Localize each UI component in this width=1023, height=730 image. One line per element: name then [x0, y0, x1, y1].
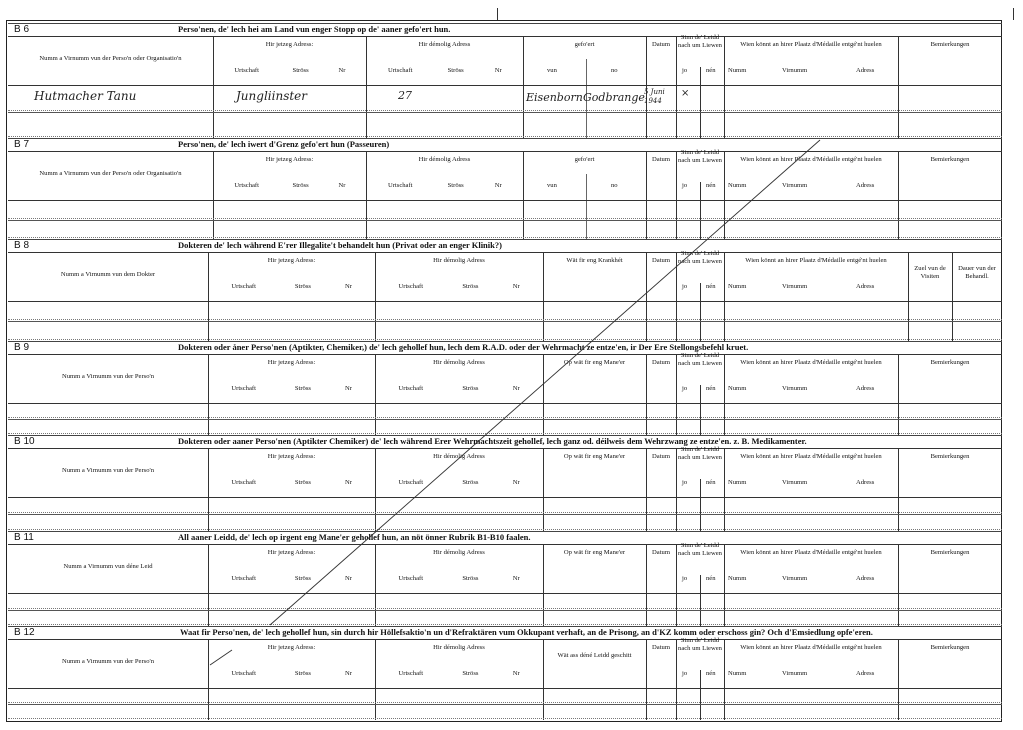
- former-address-header: Hir démolig Adress: [433, 549, 485, 556]
- transport-header: gefo'ert: [574, 41, 595, 48]
- address-number-label: Nr: [344, 479, 352, 486]
- recipient-surname-label: Numm: [728, 182, 747, 189]
- section-code: B 12: [14, 627, 35, 638]
- former-address-header: Hir démolig Adress: [433, 359, 485, 366]
- remarks-header: Bemierkungen: [930, 41, 970, 48]
- address-number-label: Nr: [344, 670, 352, 677]
- method-header: Op wät fir eng Mane'er: [563, 453, 626, 460]
- recipient-firstname-label: Virnumm: [782, 479, 808, 486]
- transport-to-label: no: [611, 182, 618, 189]
- section-code: B 6: [14, 24, 30, 35]
- section-title: Waat fir Perso'nen, de' lech gehollef hun, sin durch hir Höllefsaktio'n un d'Refraktären vum Okkupant verhaft, an de Prisong, an d'KZ komm oder erschoss gin? Och d'Emsiedlung opfe'eren.: [180, 627, 873, 637]
- recipient-address-label: Adress: [856, 283, 875, 290]
- former-address-header: Hir démolig Adress: [433, 453, 485, 460]
- section-code: B 7: [14, 139, 30, 150]
- name-column-header: Numm a Virnumm vun der Perso'n: [61, 658, 155, 665]
- alive-yes-label: jo: [682, 575, 688, 582]
- address-number-label: Nr: [338, 182, 346, 189]
- recipient-surname-label: Numm: [728, 479, 747, 486]
- handwritten-street: Jungliinster: [236, 89, 308, 103]
- address-street-label: Ströss: [294, 385, 311, 392]
- recipient-firstname-label: Virnumm: [782, 575, 808, 582]
- medal-recipient-header: Wien könnt an hirer Plaatz d'Médaille entgé'nt huelen: [740, 644, 882, 651]
- current-address-header: Hir jetzeg Adress:: [265, 156, 314, 163]
- alive-header: Sinn de' Leidd nach um Liewen: [678, 352, 722, 367]
- handwritten-to: Godbrange: [583, 91, 645, 104]
- current-address-header: Hir jetzeg Adress:: [267, 359, 316, 366]
- section-title: Dokteren oder åner Perso'nen (Aptikter, Chemiker,) de' lech gehollef hun, lech dem R.A.D. oder der Wehrmacht ze entze'en, ir Der Ere Stellongsbefehl kruet.: [178, 342, 749, 352]
- alive-no-label: nén: [706, 182, 716, 189]
- current-address-header: Hir jetzeg Adress:: [267, 257, 316, 264]
- name-column-header: Numm a Virnumm vun der Perso'n oder Organisatio'n: [39, 55, 182, 62]
- diagonal-strike-line: [270, 140, 820, 625]
- address-town-label: Urtschaft: [231, 575, 256, 582]
- recipient-firstname-label: Virnumm: [782, 670, 808, 677]
- alive-no-label: nén: [706, 67, 716, 74]
- recipient-address-label: Adress: [856, 385, 875, 392]
- recipient-address-label: Adress: [856, 670, 875, 677]
- alive-yes-label: jo: [682, 385, 688, 392]
- address-number-label: Nr: [512, 670, 520, 677]
- medal-recipient-header: Wien könnt an hirer Plaatz d'Médaille entgé'nt huelen: [745, 257, 887, 264]
- remarks-header: Bemierkungen: [930, 359, 970, 366]
- address-street-label: Ströss: [462, 283, 479, 290]
- remarks-header: Bemierkungen: [930, 156, 970, 163]
- handwritten-from: Eisenborn: [526, 91, 583, 104]
- address-street-label: Ströss: [447, 67, 464, 74]
- address-number-label: Nr: [512, 575, 520, 582]
- alive-yes-label: jo: [682, 67, 688, 74]
- recipient-surname-label: Numm: [728, 385, 747, 392]
- address-street-label: Ströss: [292, 182, 309, 189]
- section-title: Perso'nen, de' lech hei am Land vun enger Stopp op de' aaner gefo'ert hun.: [178, 24, 451, 34]
- address-number-label: Nr: [512, 385, 520, 392]
- visits-count-header: Zuel vun de Visiten: [914, 265, 946, 280]
- method-header: Op wät fir eng Mane'er: [563, 359, 626, 366]
- former-address-header: Hir démolig Adress: [418, 156, 471, 163]
- alive-header: Sinn de' Leidd nach um Liewen: [678, 149, 722, 164]
- handwritten-name: Hutmacher Tanu: [34, 89, 137, 103]
- recipient-firstname-label: Virnumm: [782, 67, 808, 74]
- what-happened-header: Wät ass déné Leidd geschitt: [557, 652, 632, 659]
- address-town-label: Urtschaft: [231, 385, 256, 392]
- date-header: Datum: [652, 644, 670, 651]
- address-town-label: Urtschaft: [398, 670, 424, 677]
- alive-header: Sinn de' Leidd nach um Liewen: [678, 637, 722, 652]
- section-title: Dokteren oder aaner Perso'nen (Aptikter Chemiker) de' lech während Erer Wehrmachtszeit gehollef, lech ganz od. déilweis dem Wehrzwang ze entze'en. z. B. Medikamenter.: [178, 436, 807, 446]
- medal-recipient-header: Wien könnt an hirer Plaatz d'Médaille entgé'nt huelen: [740, 453, 882, 460]
- handwritten-mark: ×: [681, 88, 690, 99]
- recipient-address-label: Adress: [856, 479, 875, 486]
- recipient-address-label: Adress: [856, 575, 875, 582]
- name-column-header: Numm a Virnumm vun der Perso'n: [61, 467, 155, 474]
- medal-recipient-header: Wien könnt an hirer Plaatz d'Médaille entgé'nt huelen: [740, 549, 882, 556]
- current-address-header: Hir jetzeg Adress:: [267, 549, 316, 556]
- address-town-label: Urtschaft: [234, 67, 259, 74]
- former-address-header: Hir démolig Adress: [418, 41, 471, 48]
- address-number-label: Nr: [512, 283, 520, 290]
- recipient-surname-label: Numm: [728, 283, 747, 290]
- address-town-label: Urtschaft: [398, 479, 424, 486]
- address-town-label: Urtschaft: [398, 385, 424, 392]
- alive-no-label: nén: [706, 385, 716, 392]
- address-street-label: Ströss: [462, 670, 479, 677]
- address-town-label: Urtschaft: [231, 670, 256, 677]
- name-column-header: Numm a Virnumm vun der Perso'n oder Organisatio'n: [39, 170, 182, 177]
- alive-no-label: nén: [706, 479, 716, 486]
- address-number-label: Nr: [494, 182, 502, 189]
- recipient-address-label: Adress: [856, 182, 875, 189]
- alive-header: Sinn de' Leidd nach um Liewen: [678, 34, 722, 49]
- recipient-surname-label: Numm: [728, 67, 747, 74]
- address-number-label: Nr: [494, 67, 502, 74]
- name-column-header: Numm a Virnumm vun der Perso'n: [61, 373, 155, 380]
- alive-yes-label: jo: [682, 479, 688, 486]
- recipient-firstname-label: Virnumm: [782, 283, 808, 290]
- address-street-label: Ströss: [294, 479, 311, 486]
- address-town-label: Urtschaft: [398, 575, 424, 582]
- handwritten-number: 27: [398, 89, 412, 102]
- handwritten-date: 5 Juni 1944: [644, 88, 665, 105]
- address-town-label: Urtschaft: [398, 283, 424, 290]
- medal-recipient-header: Wien könnt an hirer Plaatz d'Médaille entgé'nt huelen: [740, 156, 882, 163]
- alive-header: Sinn de' Leidd nach um Liewen: [678, 542, 722, 557]
- illness-header: Wät fir eng Krankhét: [566, 257, 623, 264]
- recipient-address-label: Adress: [856, 67, 875, 74]
- address-number-label: Nr: [344, 283, 352, 290]
- address-town-label: Urtschaft: [387, 67, 413, 74]
- date-header: Datum: [652, 257, 670, 264]
- address-town-label: Urtschaft: [234, 182, 259, 189]
- address-street-label: Ströss: [447, 182, 464, 189]
- section-title: All aaner Leidd, de' lech op irgent eng Mane'er gehollef hun, an nöt önner Rubrik B1-B10 faalen.: [178, 532, 531, 542]
- transport-from-label: vun: [547, 67, 557, 74]
- address-number-label: Nr: [338, 67, 346, 74]
- address-street-label: Ströss: [462, 575, 479, 582]
- alive-no-label: nén: [706, 670, 716, 677]
- recipient-surname-label: Numm: [728, 575, 747, 582]
- former-address-header: Hir démolig Adress: [433, 644, 485, 651]
- address-number-label: Nr: [344, 385, 352, 392]
- name-column-header: Numm a Virnumm vun dem Dokter: [60, 271, 156, 278]
- current-address-header: Hir jetzeg Adress:: [267, 644, 316, 651]
- address-street-label: Ströss: [462, 385, 479, 392]
- alive-header: Sinn de' Leidd nach um Liewen: [678, 250, 722, 265]
- address-town-label: Urtschaft: [231, 479, 256, 486]
- method-header: Op wät fir eng Mane'er: [563, 549, 626, 556]
- section-title: Dokteren de' lech während E'rer Illegalite't behandelt hun (Privat oder an enger Klinik?): [178, 240, 502, 250]
- address-town-label: Urtschaft: [387, 182, 413, 189]
- recipient-surname-label: Numm: [728, 670, 747, 677]
- date-header: Datum: [652, 41, 670, 48]
- alive-no-label: nén: [706, 283, 716, 290]
- address-street-label: Ströss: [462, 479, 479, 486]
- address-street-label: Ströss: [294, 283, 311, 290]
- transport-header: gefo'ert: [574, 156, 595, 163]
- transport-to-label: no: [611, 67, 618, 74]
- alive-yes-label: jo: [682, 670, 688, 677]
- alive-yes-label: jo: [682, 182, 688, 189]
- date-header: Datum: [652, 359, 670, 366]
- current-address-header: Hir jetzeg Adress:: [267, 453, 316, 460]
- address-street-label: Ströss: [294, 670, 311, 677]
- remarks-header: Bemierkungen: [930, 549, 970, 556]
- section-code: B 9: [14, 342, 30, 353]
- section-code: B 8: [14, 240, 30, 251]
- section-code: B 10: [14, 436, 35, 447]
- current-address-header: Hir jetzeg Adress:: [265, 41, 314, 48]
- address-number-label: Nr: [344, 575, 352, 582]
- treatment-duration-header: Dauer vun der Behandl.: [958, 265, 996, 280]
- date-header: Datum: [652, 453, 670, 460]
- alive-yes-label: jo: [682, 283, 688, 290]
- medal-recipient-header: Wien könnt an hirer Plaatz d'Médaille entgé'nt huelen: [740, 41, 882, 48]
- name-column-header: Numm a Virnumm vun déne Leid: [63, 563, 153, 570]
- alive-no-label: nén: [706, 575, 716, 582]
- recipient-firstname-label: Virnumm: [782, 385, 808, 392]
- address-street-label: Ströss: [292, 67, 309, 74]
- remarks-header: Bemierkungen: [930, 453, 970, 460]
- medal-recipient-header: Wien könnt an hirer Plaatz d'Médaille entgé'nt huelen: [740, 359, 882, 366]
- small-strike-line: [210, 650, 232, 665]
- address-street-label: Ströss: [294, 575, 311, 582]
- alive-header: Sinn de' Leidd nach um Liewen: [678, 446, 722, 461]
- section-title: Perso'nen, de' lech iwert d'Grenz gefo'ert hun (Passeuren): [178, 139, 390, 149]
- address-town-label: Urtschaft: [231, 283, 256, 290]
- date-header: Datum: [652, 156, 670, 163]
- recipient-firstname-label: Virnumm: [782, 182, 808, 189]
- address-number-label: Nr: [512, 479, 520, 486]
- former-address-header: Hir démolig Adress: [433, 257, 485, 264]
- transport-from-label: vun: [547, 182, 557, 189]
- date-header: Datum: [652, 549, 670, 556]
- remarks-header: Bemierkungen: [930, 644, 970, 651]
- section-code: B 11: [14, 532, 34, 543]
